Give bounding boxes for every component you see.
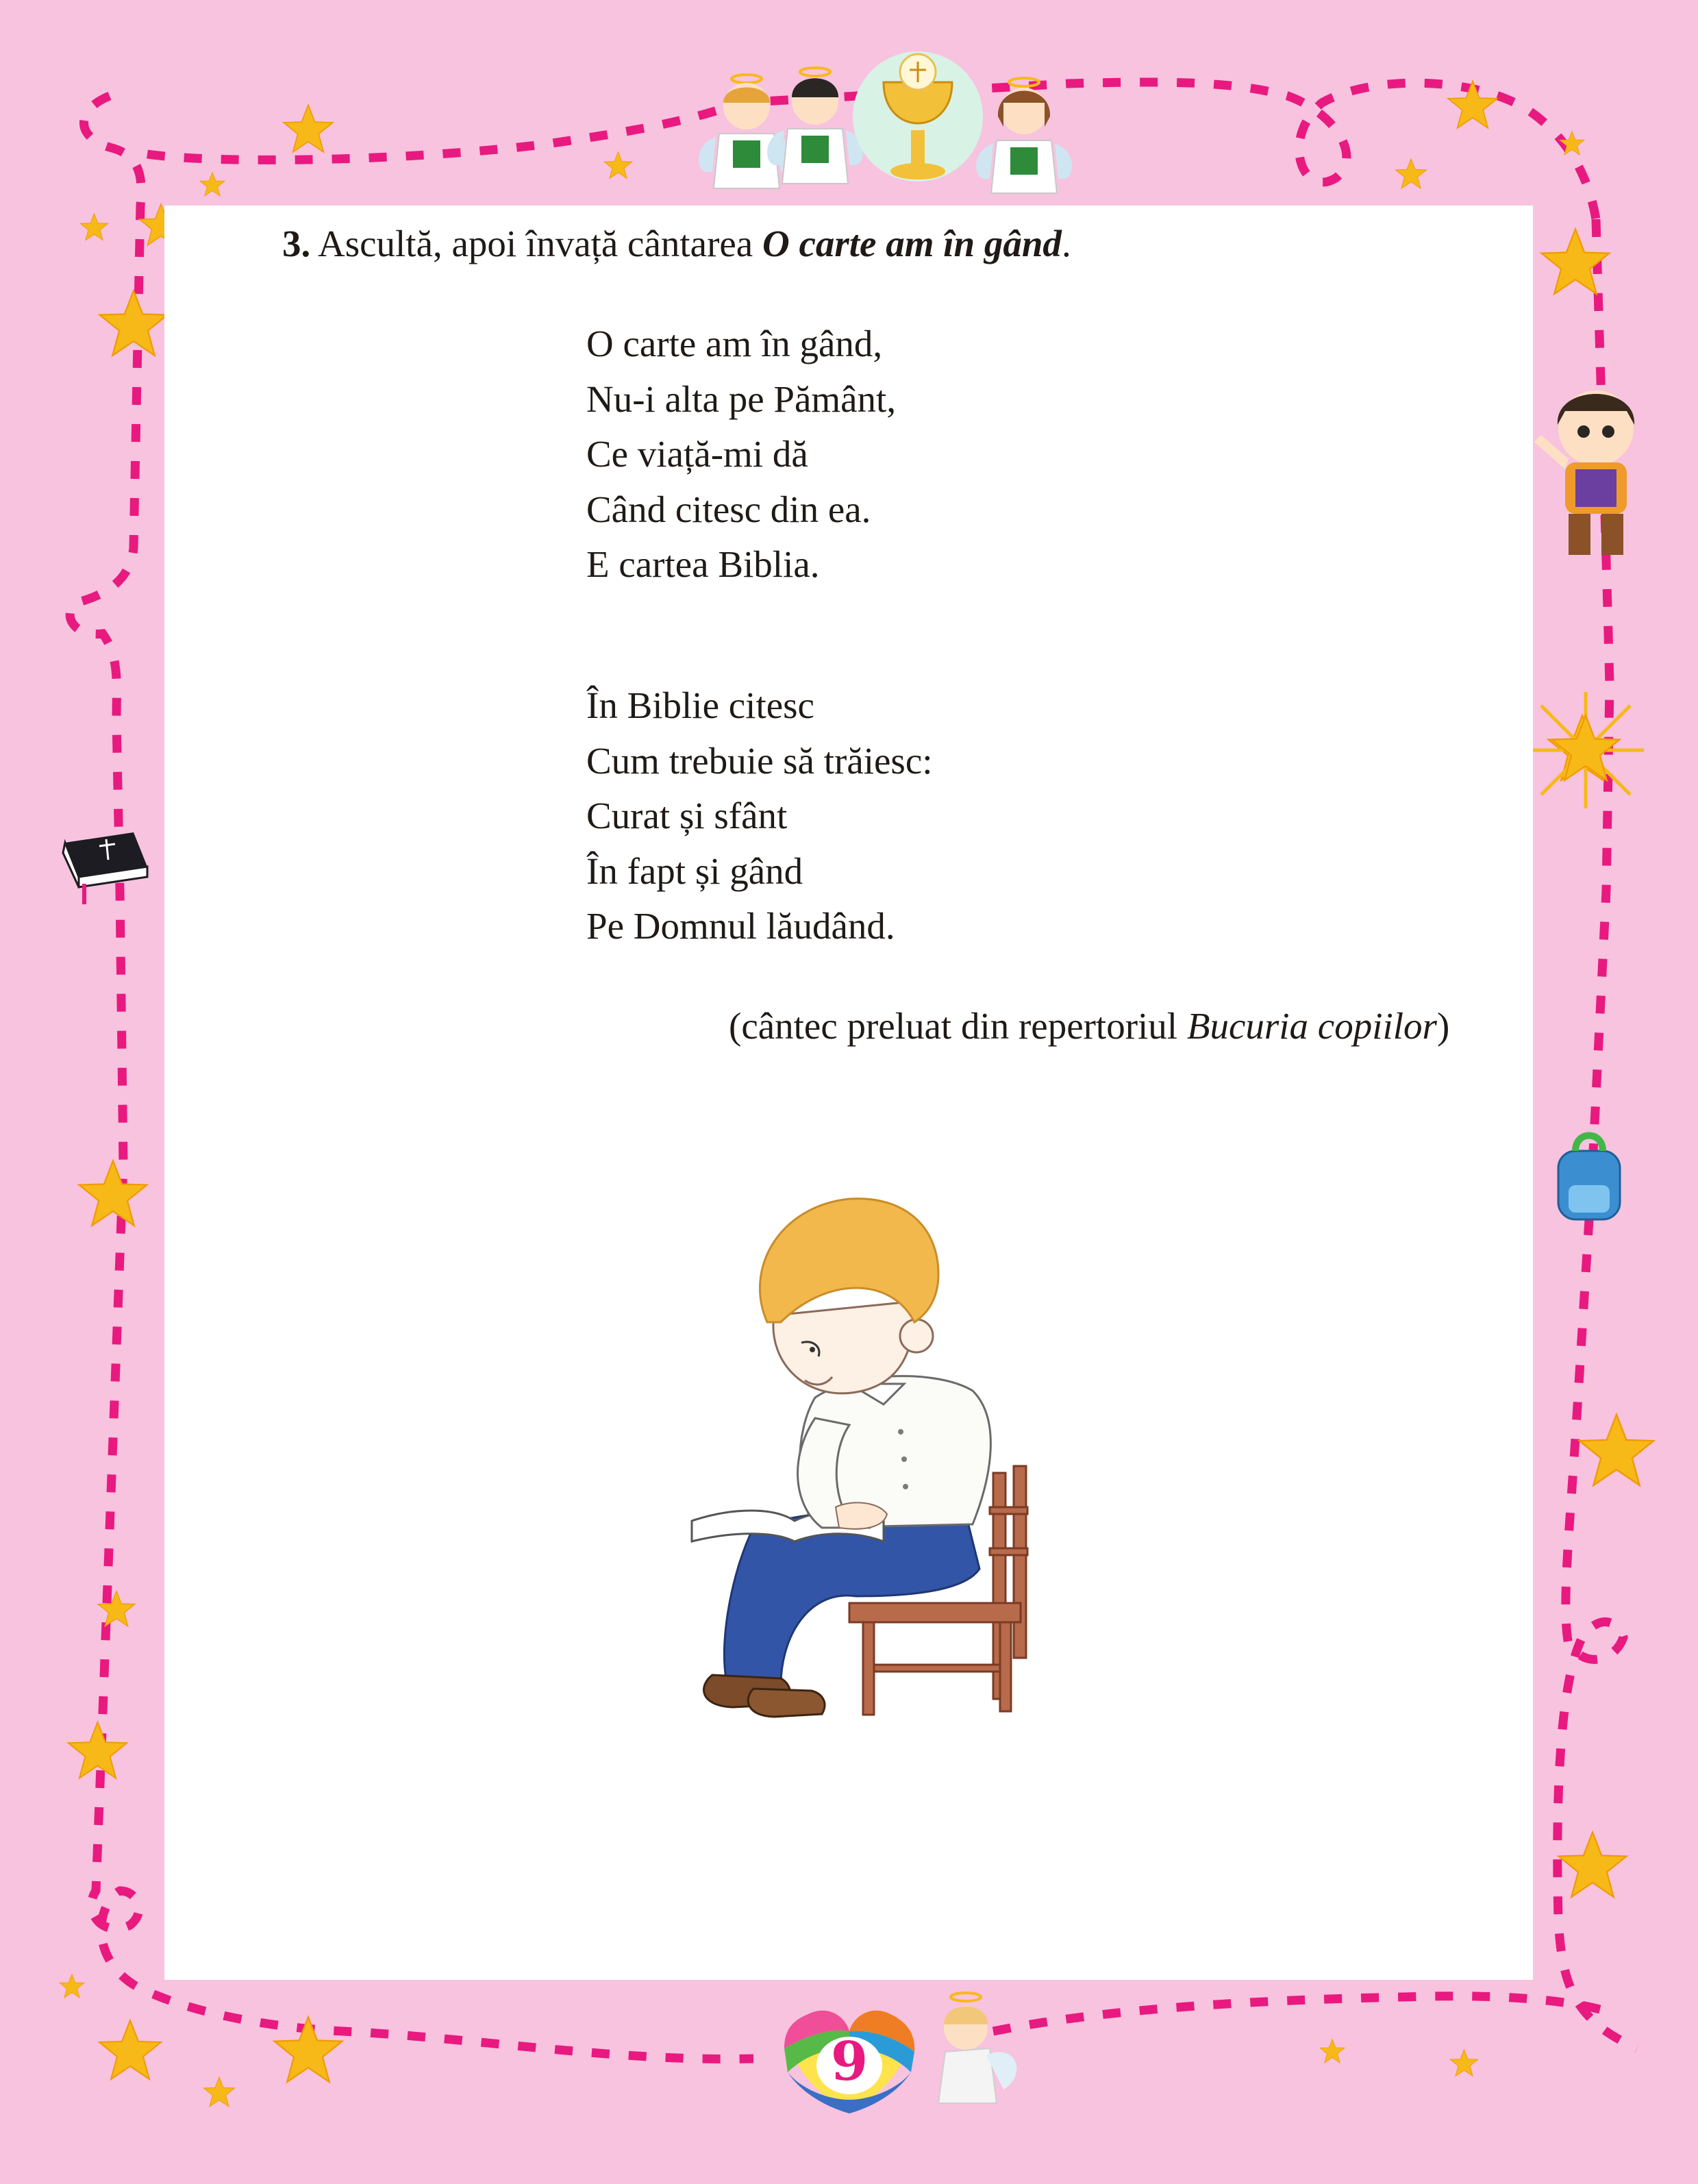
boy-reading-bible-illustration <box>678 1185 1062 1747</box>
exercise-number: 3. <box>282 223 311 264</box>
source-suffix: ) <box>1436 1005 1450 1047</box>
verse-line: Curat și sfânt <box>586 795 788 836</box>
verse-line: Pe Domnul lăudând. <box>586 905 895 947</box>
verse-line: În fapt și gând <box>586 849 803 892</box>
verse-line: În Biblie citesc <box>586 684 814 726</box>
page-number: 9 <box>830 2031 869 2093</box>
heading-period: . <box>1061 223 1071 264</box>
repertoire-name: Bucuria copiilor <box>1186 1005 1437 1047</box>
song-title: O carte am în gând <box>762 223 1062 264</box>
kneeling-angel-illustration <box>938 1993 1016 2103</box>
song-source-note <box>729 999 1449 1054</box>
stanza-1 <box>586 317 896 593</box>
source-prefix: (cântec preluat din repertoriul <box>729 1005 1178 1047</box>
angels-chalice-illustration <box>699 51 1072 193</box>
verse-line: Când citesc din ea. <box>586 488 871 530</box>
sparkle-star-icon <box>1517 681 1644 808</box>
waving-boy-illustration <box>1534 390 1634 555</box>
verse-line: O carte am în gând, <box>586 323 883 364</box>
verse-line: Nu-i alta pe Pământ, <box>586 377 897 420</box>
bible-illustration <box>63 832 147 904</box>
verse-line: Ce viață-mi dă <box>586 433 808 475</box>
verse-line: Cum trebuie să trăiesc: <box>586 739 933 782</box>
exercise-instruction: Ascultă, apoi învață cântarea <box>317 223 753 264</box>
exercise-heading <box>282 216 1071 271</box>
stanza-2 <box>586 678 933 954</box>
verse-line: E cartea Biblia. <box>586 543 820 585</box>
